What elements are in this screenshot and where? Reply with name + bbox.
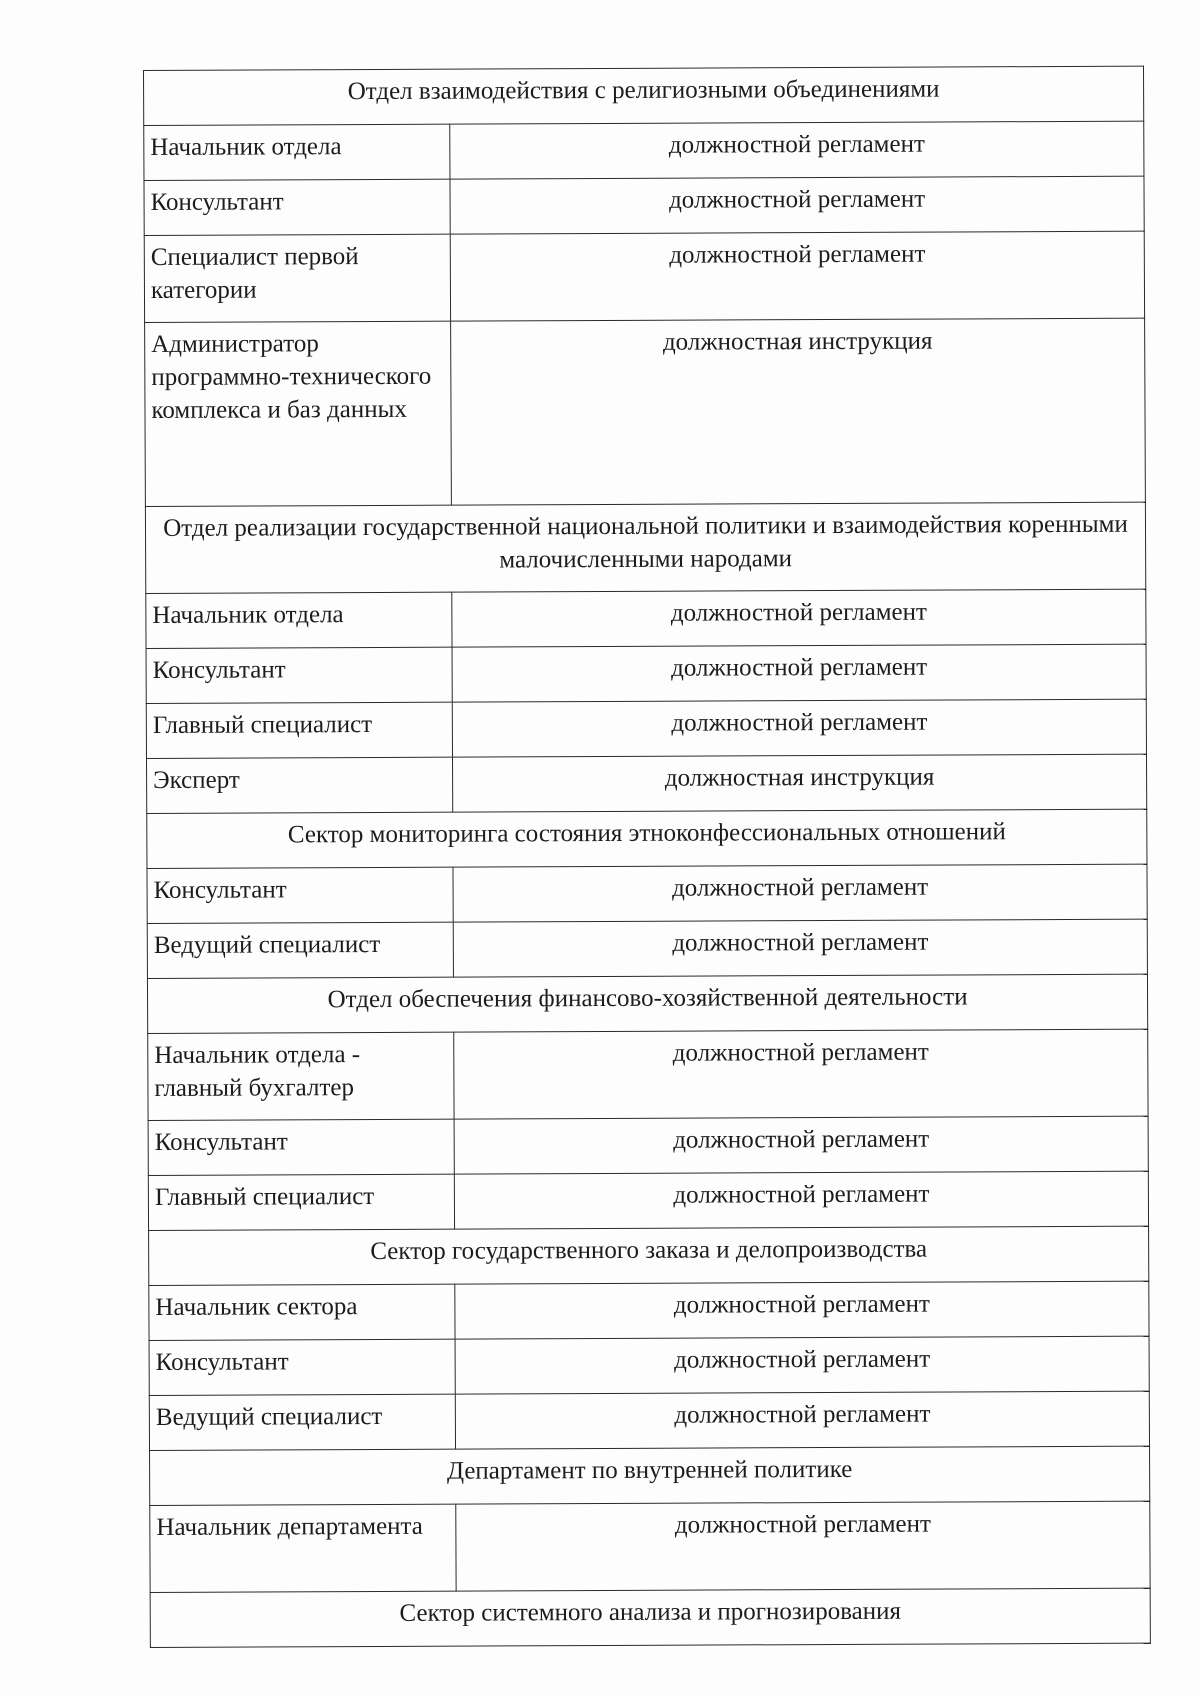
position-cell: Начальник отдела - главный бухгалтер bbox=[148, 1032, 454, 1120]
document-cell: должностной регламент bbox=[454, 1029, 1148, 1119]
section-title: Сектор системного анализа и прогнозирования bbox=[150, 1588, 1150, 1647]
section-header-row bbox=[144, 66, 1144, 125]
document-cell: должностной регламент bbox=[454, 1116, 1148, 1174]
table-row bbox=[149, 1391, 1149, 1450]
table-row bbox=[149, 1336, 1149, 1395]
table-row bbox=[147, 754, 1147, 813]
section-header-row bbox=[149, 1226, 1149, 1285]
table-row bbox=[146, 644, 1146, 703]
table-row bbox=[149, 1281, 1149, 1340]
section-header-row bbox=[147, 809, 1147, 868]
document-cell: должностной регламент bbox=[453, 919, 1147, 977]
section-header-row bbox=[150, 1588, 1150, 1647]
document-cell: должностной регламент bbox=[455, 1281, 1149, 1339]
position-cell: Консультант bbox=[147, 867, 453, 923]
position-cell: Ведущий специалист bbox=[149, 1394, 455, 1450]
section-header-row bbox=[147, 974, 1147, 1033]
document-cell: должностной регламент bbox=[453, 864, 1147, 922]
document-cell: должностной регламент bbox=[455, 1336, 1149, 1394]
position-cell: Администратор программно-технического комплекса и баз данных bbox=[145, 321, 452, 506]
document-cell: должностной регламент bbox=[450, 121, 1144, 179]
table-row bbox=[146, 699, 1146, 758]
section-title: Сектор мониторинга состояния этноконфессиональных отношений bbox=[147, 809, 1147, 868]
document-cell: должностная инструкция bbox=[453, 754, 1147, 812]
position-cell: Специалист первой категории bbox=[144, 234, 450, 322]
section-title: Отдел обеспечения финансово-хозяйственной деятельности bbox=[147, 974, 1147, 1033]
position-cell: Консультант bbox=[144, 179, 450, 235]
table-row bbox=[150, 1501, 1150, 1592]
table-row bbox=[144, 176, 1144, 235]
section-title: Департамент по внутренней политике bbox=[150, 1446, 1150, 1505]
table-row bbox=[148, 1116, 1148, 1175]
table-row bbox=[148, 1029, 1148, 1120]
section-title: Отдел взаимодействия с религиозными объединениями bbox=[144, 66, 1144, 125]
document-cell: должностной регламент bbox=[454, 1171, 1148, 1229]
document-cell: должностной регламент bbox=[452, 644, 1146, 702]
section-header-row bbox=[150, 1446, 1150, 1505]
section-title: Сектор государственного заказа и делопроизводства bbox=[149, 1226, 1149, 1285]
position-cell: Консультант bbox=[146, 647, 452, 703]
position-cell: Эксперт bbox=[147, 757, 453, 813]
section-title: Отдел реализации государственной национальной политики и взаимодействия коренными малочисленными народами bbox=[145, 502, 1145, 593]
table-row bbox=[148, 1171, 1148, 1230]
table-row bbox=[144, 121, 1144, 180]
table-row bbox=[145, 318, 1146, 506]
section-header-row bbox=[145, 502, 1145, 593]
table-row bbox=[147, 864, 1147, 923]
document-cell: должностной регламент bbox=[450, 176, 1144, 234]
table-row bbox=[144, 231, 1144, 322]
position-cell: Консультант bbox=[149, 1339, 455, 1395]
position-cell: Начальник департамента bbox=[150, 1504, 456, 1592]
document-cell: должностной регламент bbox=[452, 589, 1146, 647]
document-cell: должностной регламент bbox=[452, 699, 1146, 757]
document-cell: должностной регламент bbox=[450, 231, 1144, 321]
position-cell: Консультант bbox=[148, 1119, 454, 1175]
position-cell: Главный специалист bbox=[146, 702, 452, 758]
position-cell: Начальник сектора bbox=[149, 1284, 455, 1340]
positions-table bbox=[143, 66, 1151, 1648]
document-cell: должностной регламент bbox=[455, 1391, 1149, 1449]
position-cell: Ведущий специалист bbox=[147, 922, 453, 978]
table-row bbox=[146, 589, 1146, 648]
document-cell: должностная инструкция bbox=[451, 318, 1146, 505]
document-cell: должностной регламент bbox=[456, 1501, 1150, 1591]
position-cell: Начальник отдела bbox=[146, 592, 452, 648]
table-row bbox=[147, 919, 1147, 978]
position-cell: Главный специалист bbox=[148, 1174, 454, 1230]
position-cell: Начальник отдела bbox=[144, 124, 450, 180]
